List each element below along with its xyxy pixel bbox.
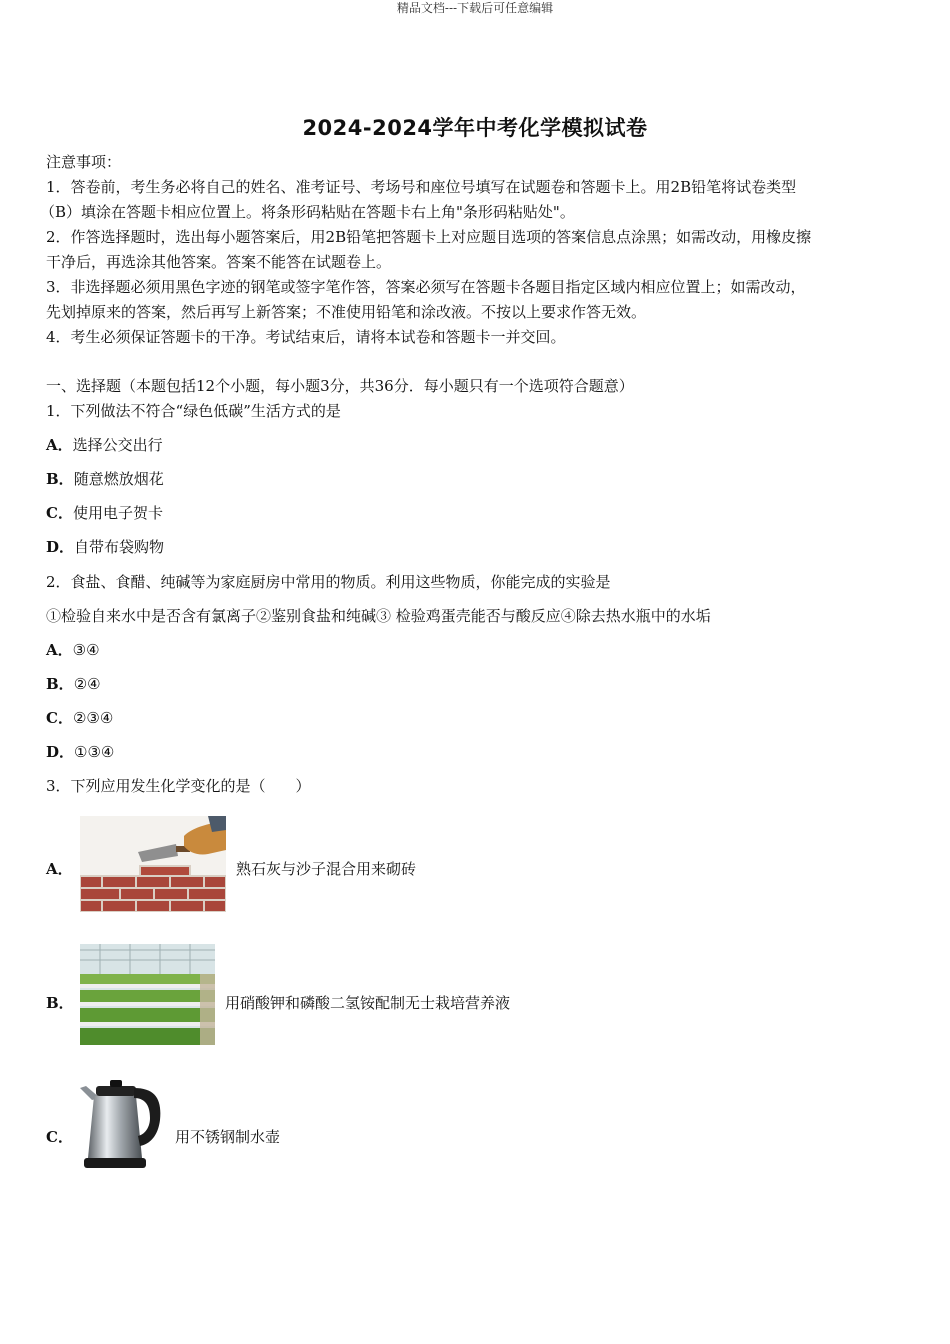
question-2-option-b: B．②④ — [46, 675, 101, 693]
question-2-stem: 2．食盐、食醋、纯碱等为家庭厨房中常用的物质。利用这些物质，你能完成的实验是 — [46, 573, 611, 591]
notice-line-3: 2．作答选择题时，选出每小题答案后，用2B铅笔把答题卡上对应题目选项的答案信息点涂黑；如需改动，用橡皮擦 — [46, 228, 812, 246]
question-3-option-c-text: 用不锈钢制水壶 — [175, 1128, 281, 1146]
stainless-kettle-image — [78, 1074, 164, 1172]
notice-line-7: 4．考生必须保证答题卡的干净。考试结束后，请将本试卷和答题卡一并交回。 — [46, 328, 566, 346]
notice-line-2: （B）填涂在答题卡相应位置上。将条形码粘贴在答题卡右上角"条形码粘贴处"。 — [40, 203, 575, 221]
question-1-option-b: B．随意燃放烟花 — [46, 470, 164, 488]
question-2-option-c: C．②③④ — [46, 709, 114, 727]
notice-line-6: 先划掉原来的答案，然后再写上新答案；不准使用铅笔和涂改液。不按以上要求作答无效。 — [46, 303, 647, 321]
question-1-option-d: D．自带布袋购物 — [46, 538, 165, 556]
question-2-option-d: D．①③④ — [46, 743, 115, 761]
bricklaying-image — [80, 816, 226, 912]
page-header: 精品文档---下载后可任意编辑 — [396, 1, 554, 15]
greenhouse-hydroponics-image — [80, 944, 215, 1045]
notice-heading: 注意事项： — [46, 153, 122, 171]
question-3-option-a-text: 熟石灰与沙子混合用来砌砖 — [236, 860, 417, 878]
question-1-stem: 1．下列做法不符合“绿色低碳”生活方式的是 — [46, 402, 341, 420]
section-heading: 一、选择题（本题包括12个小题，每小题3分，共36分．每小题只有一个选项符合题意） — [46, 377, 634, 395]
question-3-stem: 3．下列应用发生化学变化的是（ ） — [46, 777, 311, 795]
question-2-items: ①检验自来水中是否含有氯离子②鉴别食盐和纯碱③ 检验鸡蛋壳能否与酸反应④除去热水瓶中的水垢 — [46, 607, 711, 625]
question-3-option-b-text: 用硝酸钾和磷酸二氢铵配制无士栽培营养液 — [225, 994, 511, 1012]
page-title: 2024-2024学年中考化学模拟试卷 — [302, 116, 648, 140]
question-3-option-c-letter: C． — [46, 1128, 73, 1146]
notice-line-5: 3．非选择题必须用黑色字迹的钢笔或签字笔作答，答案必须写在答题卡各题目指定区域内相应位置上；如需改动， — [46, 278, 806, 296]
question-1-option-a: A．选择公交出行 — [46, 436, 163, 454]
question-3-option-a-letter: A． — [46, 860, 73, 878]
question-1-option-c: C．使用电子贺卡 — [46, 504, 163, 522]
question-3-option-b-letter: B． — [46, 994, 74, 1012]
notice-line-1: 1．答卷前，考生务必将自己的姓名、准考证号、考场号和座位号填写在试题卷和答题卡上。用2B铅笔将试卷类型 — [46, 178, 797, 196]
question-2-option-a: A．③④ — [46, 641, 100, 659]
notice-line-4: 干净后，再选涂其他答案。答案不能答在试题卷上。 — [46, 253, 392, 271]
